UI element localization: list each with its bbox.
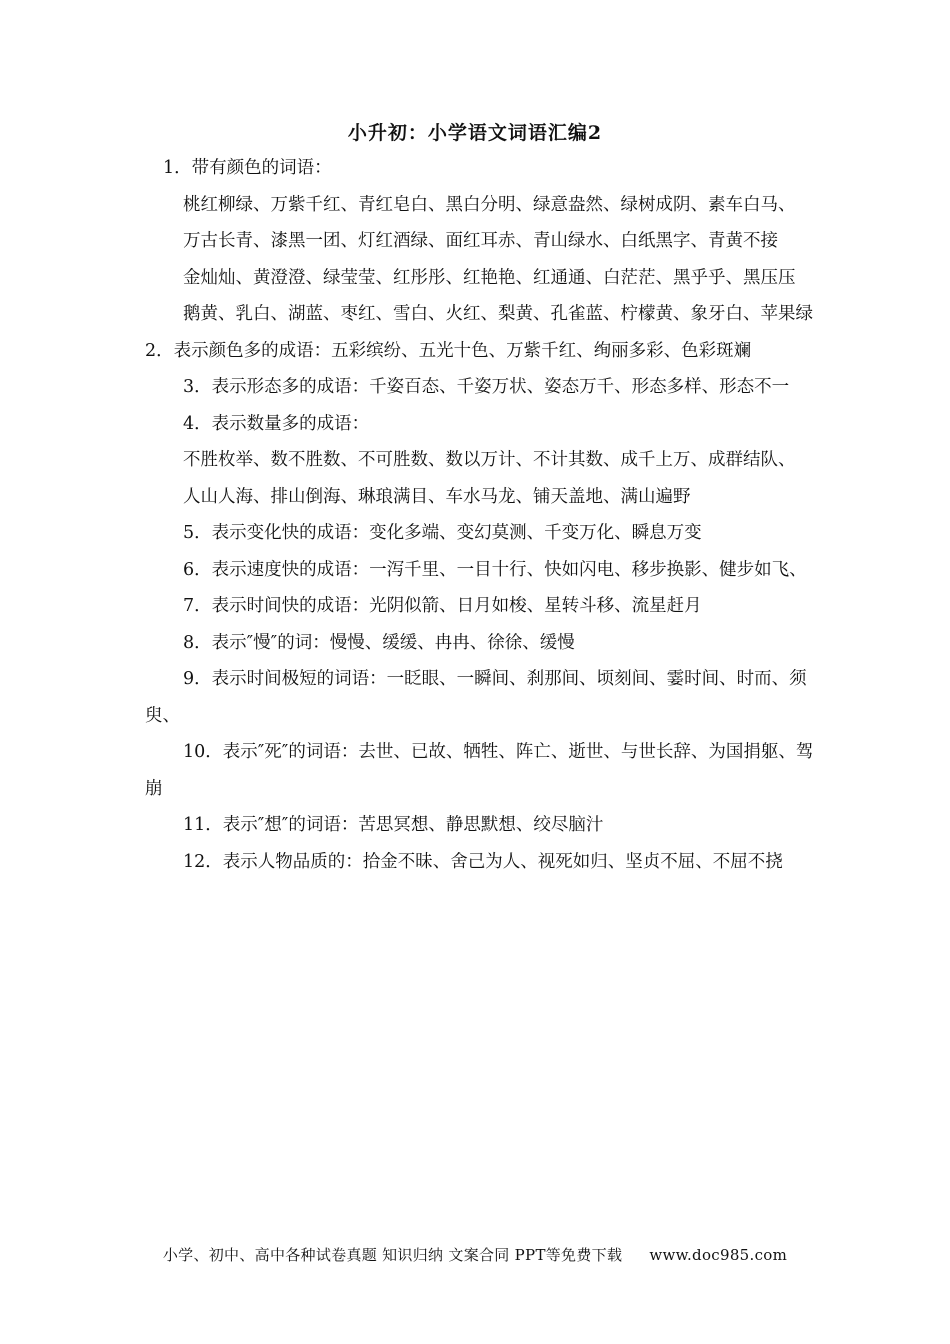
paragraph: 8．表示″慢″的词：慢慢、缓缓、冉冉、徐徐、缓慢 xyxy=(183,632,575,653)
paragraph: 金灿灿、黄澄澄、绿莹莹、红彤彤、红艳艳、红通通、白茫茫、黑乎乎、黑压压 xyxy=(183,267,796,288)
paragraph: 4．表示数量多的成语： xyxy=(183,413,370,434)
paragraph: 7．表示时间快的成语：光阴似箭、日月如梭、星转斗移、流星赶月 xyxy=(183,596,702,616)
document-body xyxy=(145,150,815,880)
paragraph: 1．带有颜色的词语： xyxy=(163,158,332,178)
paragraph: 不胜枚举、数不胜数、不可胜数、数以万计、不计其数、成千上万、成群结队、 xyxy=(183,450,796,470)
paragraph: 9．表示时间极短的词语：一眨眼、一瞬间、刹那间、顷刻间、霎时间、时而、须臾、 xyxy=(145,669,807,726)
paragraph: 12．表示人物品质的：拾金不昧、舍己为人、视死如归、坚贞不屈、不屈不挠 xyxy=(183,851,783,872)
paragraph: 6．表示速度快的成语：一泻千里、一目十行、快如闪电、移步换影、健步如飞、 xyxy=(183,559,807,580)
footer-text: 小学、初中、高中各种试卷真题 知识归纳 文案合同 PPT等免费下载 xyxy=(162,1246,623,1264)
paragraph: 万古长青、漆黑一团、灯红酒绿、面红耳赤、青山绿水、白纸黑字、青黄不接 xyxy=(183,231,778,251)
page-footer xyxy=(0,1244,950,1265)
document-title: 小升初：小学语文词语汇编2 xyxy=(347,122,603,144)
paragraph: 11．表示″想″的词语：苦思冥想、静思默想、绞尽脑汁 xyxy=(183,815,604,835)
paragraph: 人山人海、排山倒海、琳琅满目、车水马龙、铺天盖地、满山遍野 xyxy=(183,486,691,507)
paragraph: 3．表示形态多的成语：千姿百态、千姿万状、姿态万千、形态多样、形态不一 xyxy=(183,377,790,397)
paragraph: 10．表示″死″的词语：去世、已故、牺牲、阵亡、逝世、与世长辞、为国捐躯、驾崩 xyxy=(145,742,814,799)
paragraph: 桃红柳绿、万紫千红、青红皂白、黑白分明、绿意盎然、绿树成阴、素车白马、 xyxy=(183,194,796,215)
paragraph: 5．表示变化快的成语：变化多端、变幻莫测、千变万化、瞬息万变 xyxy=(183,523,702,543)
footer-url[interactable]: www.doc985.com xyxy=(649,1246,788,1264)
paragraph: 2．表示颜色多的成语：五彩缤纷、五光十色、万紫千红、绚丽多彩、色彩斑斓 xyxy=(145,340,752,361)
paragraph: 鹅黄、乳白、湖蓝、枣红、雪白、火红、梨黄、孔雀蓝、柠檬黄、象牙白、苹果绿 xyxy=(183,304,813,324)
